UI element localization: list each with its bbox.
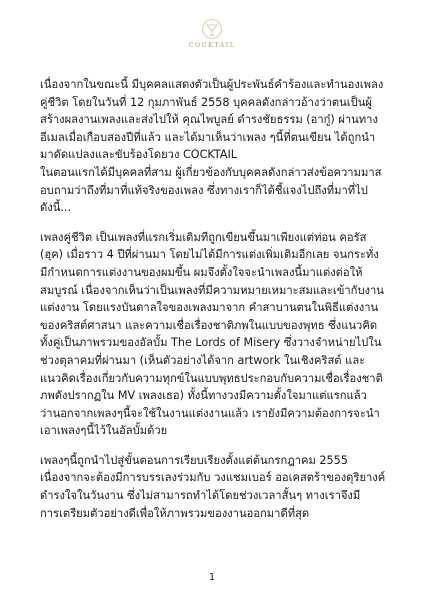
logo-wordmark: COCKTAIL <box>188 41 236 49</box>
document-body <box>40 76 386 522</box>
paragraph-song-origin: เพลงคู่ชีวิต เป็นเพลงที่แรกเริ่มเดิมทีถูกเขียนขึ้นมาเพียงแต่ท่อน คอรัส (ฮุค) เมื่อราว 4 ปีที่ผ่านมา โดยไม่ได้มีการแต่งเพิ่มเติมอีกเลย จนกระทั่งมีกำหนดการแต่งงานของผมขึ้น ผมจึงตั้งใจจะนำเพลงนี้มาแต่งต่อให้สมบูรณ์ เนื่องจากเห็นว่าเป็นเพลงที่มีความหมายเหมาะสมและเข้ากับงานแต่งงาน โดยแรงบันดาลใจของเพลงมาจาก คำสาบานตนในพิธีแต่งงานของคริสต์ศาสนา และความเชื่อเรื่องชาติภพในแบบของพุทธ ซึ่งแนวคิดทั้งคู่เป็นภาพรวมของอัลบั้ม The Lords of Misery ซึ่งวางจำหน่ายไปในช่วงตุลาคมที่ผ่านมา (เห็นตัวอย่างได้จาก artwork ในเชิงคริสต์ และแนวคิดเรื่องเกี่ยวกับความทุกข์ในแบบพุทธประกอบกับความเชื่อเรื่องชาติภพดังปรากฏใน MV เพลงเธอ) ทั้งนี้ทางวงมีความตั้งใจมาแต่แรกแล้วว่านอกจากเพลงๆนี้จะใช้ในงานแต่งงานแล้ว เรายังมีความต้องการจะนำเอาเพลงๆนี้ไว้ในอัลบั้มด้วย <box>40 230 384 438</box>
paragraph-arrangement: เพลงๆนี้ถูกนำไปสู่ขั้นตอนการเรียบเรียงตั้งแต่ต้นกรกฎาคม 2555 เนื่องจากจะต้องมีการบรรเลงร่วมกับ วงแชมเบอร์ ออเคสตร้าของดุริยางค์ดำรงใจในวันงาน ซึ่งไม่สามารถทำได้โดยช่วงเวลาสั้นๆ ทางเราจึงมีการเตรียมตัวอย่างดีเพื่อให้ภาพรวมของงานออกมาดีที่สุด <box>40 453 386 520</box>
paragraph-inquiry: ในตอนแรกได้มีบุคคลที่สาม ผู้เกี่ยวข้องกับบุคคลดังกล่าวส่งข้อความมาสอบถามว่าถึงที่มาที่แท้จริงของเพลง ซึ่งทางเราก็ได้ชี้แจงไปถึงที่มาที่ไปดังนี้... <box>40 165 382 215</box>
cocktail-logo <box>182 18 242 62</box>
logo-emblem-icon <box>201 18 223 40</box>
page-number: 1 <box>208 572 216 583</box>
paragraph-claim: เนื่องจากในขณะนี้ มีบุคคลแสดงตัวเป็นผู้ประพันธ์คำร้องและทำนองเพลง คู่ชีวิต โดยในวันที่ 12 กุมภาพันธ์ 2558 บุคคลดังกล่าวอ้างว่าตนเป็นผู้สร้างผลงานเพลงและส่งไปให้ คุณไพบูลย์ ดำรงชัยธรรม (อากู๋) ผ่านทางอีเมลเมื่อเกือบสองปีที่แล้ว และได้มาเห็นว่าเพลง ๆนี้ที่ตนเขียน ได้ถูกนำมาดัดแปลงและขับร้องโดยวง COCKTAIL <box>40 78 384 162</box>
